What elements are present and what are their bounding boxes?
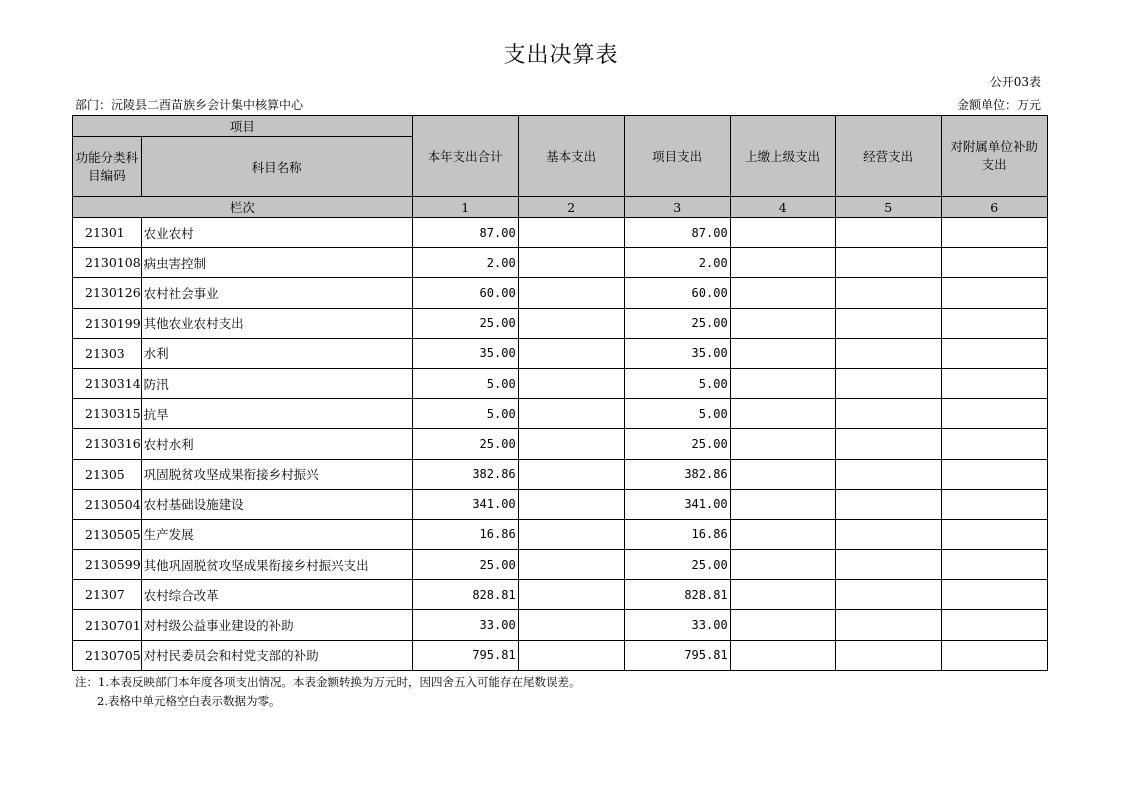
row-total: 25.00 <box>412 429 518 459</box>
row-basic <box>518 278 624 308</box>
col-num: 5 <box>835 197 941 218</box>
row-business <box>835 248 941 278</box>
row-code: 2130314 <box>73 368 142 398</box>
row-subsidy <box>941 519 1047 549</box>
row-code: 2130108 <box>73 248 142 278</box>
row-basic <box>518 550 624 580</box>
row-project: 25.00 <box>624 308 730 338</box>
header-basic: 基本支出 <box>518 116 624 197</box>
table-row <box>73 489 1048 519</box>
row-project: 341.00 <box>624 489 730 519</box>
note-2: 2.表格中单元格空白表示数据为零。 <box>97 694 281 708</box>
row-total: 795.81 <box>412 640 518 670</box>
row-business <box>835 550 941 580</box>
row-subsidy <box>941 640 1047 670</box>
row-total: 87.00 <box>412 218 518 248</box>
row-code: 2130316 <box>73 429 142 459</box>
row-business <box>835 278 941 308</box>
row-subsidy <box>941 550 1047 580</box>
amount-unit-label: 金额单位：万元 <box>956 98 1041 112</box>
row-upper <box>730 640 835 670</box>
row-upper <box>730 489 835 519</box>
row-name: 生产发展 <box>141 519 412 549</box>
row-total: 35.00 <box>412 338 518 368</box>
header-subsidy: 对附属单位补助支出 <box>941 116 1047 197</box>
header-business: 经营支出 <box>835 116 941 197</box>
header-name: 科目名称 <box>141 137 412 197</box>
row-basic <box>518 218 624 248</box>
row-code: 2130701 <box>73 610 142 640</box>
row-project: 5.00 <box>624 399 730 429</box>
row-upper <box>730 580 835 610</box>
row-basic <box>518 338 624 368</box>
row-business <box>835 218 941 248</box>
table-row <box>73 308 1048 338</box>
row-project: 382.86 <box>624 459 730 489</box>
row-name: 对村级公益事业建设的补助 <box>141 610 412 640</box>
table-row <box>73 429 1048 459</box>
form-number: 公开03表 <box>989 75 1041 89</box>
row-upper <box>730 278 835 308</box>
row-total: 2.00 <box>412 248 518 278</box>
row-name: 其他农业农村支出 <box>141 308 412 338</box>
row-upper <box>730 610 835 640</box>
row-subsidy <box>941 368 1047 398</box>
row-upper <box>730 429 835 459</box>
row-project: 25.00 <box>624 550 730 580</box>
table-row <box>73 580 1048 610</box>
row-code: 2130705 <box>73 640 142 670</box>
row-total: 341.00 <box>412 489 518 519</box>
col-num: 2 <box>518 197 624 218</box>
row-subsidy <box>941 218 1047 248</box>
row-code: 21303 <box>73 338 142 368</box>
row-basic <box>518 459 624 489</box>
page-title: 支出决算表 <box>503 43 619 68</box>
row-business <box>835 610 941 640</box>
row-code: 21305 <box>73 459 142 489</box>
table-row <box>73 550 1048 580</box>
row-name: 其他巩固脱贫攻坚成果衔接乡村振兴支出 <box>141 550 412 580</box>
table-row <box>73 399 1048 429</box>
row-name: 防汛 <box>141 368 412 398</box>
table-row <box>73 519 1048 549</box>
row-total: 25.00 <box>412 550 518 580</box>
row-business <box>835 308 941 338</box>
row-upper <box>730 308 835 338</box>
row-upper <box>730 550 835 580</box>
table-row <box>73 459 1048 489</box>
row-basic <box>518 610 624 640</box>
row-subsidy <box>941 489 1047 519</box>
row-total: 382.86 <box>412 459 518 489</box>
row-name: 巩固脱贫攻坚成果衔接乡村振兴 <box>141 459 412 489</box>
row-subsidy <box>941 278 1047 308</box>
row-subsidy <box>941 338 1047 368</box>
row-code: 2130315 <box>73 399 142 429</box>
row-name: 农村社会事业 <box>141 278 412 308</box>
table-row <box>73 248 1048 278</box>
row-business <box>835 459 941 489</box>
row-business <box>835 368 941 398</box>
row-business <box>835 489 941 519</box>
row-basic <box>518 489 624 519</box>
row-business <box>835 580 941 610</box>
row-total: 828.81 <box>412 580 518 610</box>
row-basic <box>518 519 624 549</box>
row-subsidy <box>941 399 1047 429</box>
row-upper <box>730 218 835 248</box>
row-upper <box>730 248 835 278</box>
row-code: 2130504 <box>73 489 142 519</box>
row-upper <box>730 368 835 398</box>
table-row <box>73 218 1048 248</box>
row-project: 87.00 <box>624 218 730 248</box>
col-num: 4 <box>730 197 835 218</box>
row-project: 5.00 <box>624 368 730 398</box>
row-name: 对村民委员会和村党支部的补助 <box>141 640 412 670</box>
row-project: 35.00 <box>624 338 730 368</box>
row-name: 农业农村 <box>141 218 412 248</box>
row-basic <box>518 429 624 459</box>
row-business <box>835 399 941 429</box>
row-business <box>835 640 941 670</box>
row-total: 60.00 <box>412 278 518 308</box>
row-project: 2.00 <box>624 248 730 278</box>
expenditure-table <box>72 115 1048 671</box>
row-upper <box>730 338 835 368</box>
row-project: 16.86 <box>624 519 730 549</box>
row-name: 水利 <box>141 338 412 368</box>
row-total: 25.00 <box>412 308 518 338</box>
row-subsidy <box>941 308 1047 338</box>
row-subsidy <box>941 248 1047 278</box>
table-row <box>73 338 1048 368</box>
row-name: 抗旱 <box>141 399 412 429</box>
row-upper <box>730 459 835 489</box>
header-upper: 上缴上级支出 <box>730 116 835 197</box>
row-basic <box>518 248 624 278</box>
row-name: 农村水利 <box>141 429 412 459</box>
row-basic <box>518 580 624 610</box>
row-total: 33.00 <box>412 610 518 640</box>
row-code: 2130199 <box>73 308 142 338</box>
row-upper <box>730 399 835 429</box>
row-code: 21301 <box>73 218 142 248</box>
row-name: 农村综合改革 <box>141 580 412 610</box>
table-row <box>73 368 1048 398</box>
header-code: 功能分类科目编码 <box>73 137 142 197</box>
row-basic <box>518 399 624 429</box>
department-label: 部门：沅陵县二酉苗族乡会计集中核算中心 <box>75 98 304 112</box>
header-col-label: 栏次 <box>73 197 413 218</box>
row-upper <box>730 519 835 549</box>
row-business <box>835 429 941 459</box>
row-subsidy <box>941 459 1047 489</box>
row-name: 病虫害控制 <box>141 248 412 278</box>
row-code: 2130599 <box>73 550 142 580</box>
row-business <box>835 338 941 368</box>
note-1: 注：1.本表反映部门本年度各项支出情况。本表金额转换为万元时，因四舍五入可能存在尾数误差。 <box>75 675 581 689</box>
header-project: 项目支出 <box>624 116 730 197</box>
row-total: 5.00 <box>412 399 518 429</box>
header-total: 本年支出合计 <box>412 116 518 197</box>
row-total: 5.00 <box>412 368 518 398</box>
row-basic <box>518 368 624 398</box>
row-project: 828.81 <box>624 580 730 610</box>
row-name: 农村基础设施建设 <box>141 489 412 519</box>
table-row <box>73 640 1048 670</box>
row-code: 2130126 <box>73 278 142 308</box>
row-business <box>835 519 941 549</box>
row-total: 16.86 <box>412 519 518 549</box>
row-basic <box>518 308 624 338</box>
row-code: 21307 <box>73 580 142 610</box>
row-project: 795.81 <box>624 640 730 670</box>
row-project: 60.00 <box>624 278 730 308</box>
col-num: 1 <box>412 197 518 218</box>
row-subsidy <box>941 429 1047 459</box>
table-row <box>73 610 1048 640</box>
col-num: 6 <box>941 197 1047 218</box>
row-basic <box>518 640 624 670</box>
row-code: 2130505 <box>73 519 142 549</box>
row-subsidy <box>941 610 1047 640</box>
row-project: 25.00 <box>624 429 730 459</box>
col-num: 3 <box>624 197 730 218</box>
row-project: 33.00 <box>624 610 730 640</box>
table-row <box>73 278 1048 308</box>
header-item: 项目 <box>73 116 413 137</box>
row-subsidy <box>941 580 1047 610</box>
